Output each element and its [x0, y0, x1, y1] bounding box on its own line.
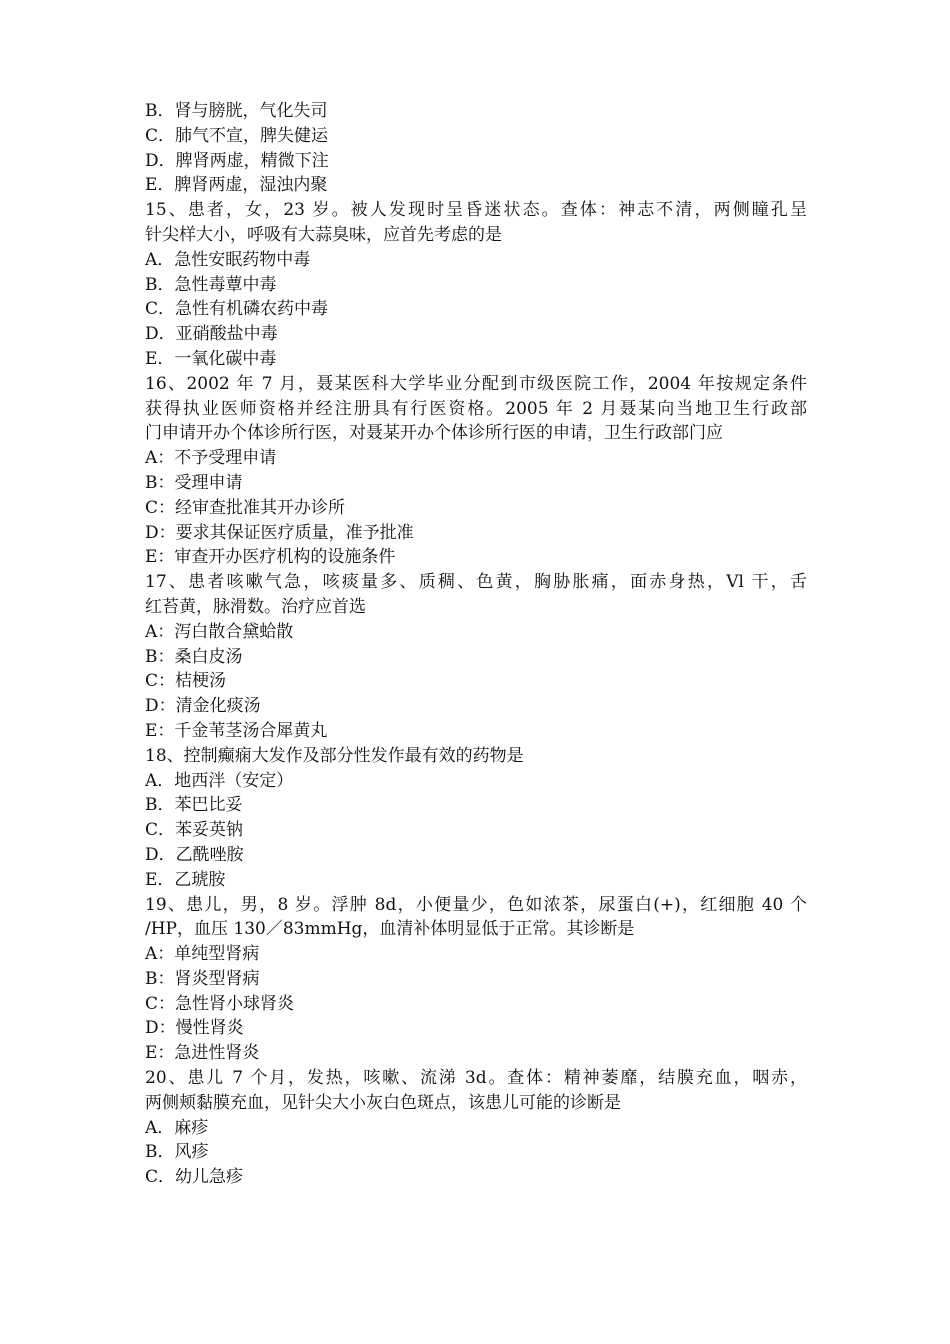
option-line: C．苯妥英钠 [145, 820, 244, 841]
option-line: A．麻疹 [145, 1117, 209, 1138]
option-line: D．乙酰唑胺 [145, 844, 244, 865]
question-19-line-2: /HP，血压 130／83mmHg，血清补体明显低于正常。其诊断是 [145, 919, 635, 940]
question-16-line-2: 获得执业医师资格并经注册具有行医资格。2005 年 2 月聂某向当地卫生行政部 [145, 398, 807, 419]
option-line: E．脾肾两虚，湿浊内聚 [145, 175, 328, 196]
option-line: D：清金化痰汤 [145, 696, 261, 717]
option-line: A：泻白散合黛蛤散 [145, 621, 294, 642]
option-line: A．急性安眠药物中毒 [145, 249, 311, 270]
option-line: C：急性肾小球肾炎 [145, 993, 295, 1014]
question-20-line-2: 两侧颊黏膜充血，见针尖大小灰白色斑点，该患儿可能的诊断是 [145, 1092, 621, 1113]
option-line: C．幼儿急疹 [145, 1167, 244, 1188]
option-line: B．风疹 [145, 1142, 209, 1163]
option-line: A：不予受理申请 [145, 448, 277, 469]
option-line: B：受理申请 [145, 472, 243, 493]
question-17-line-2: 红苔黄，脉滑数。治疗应首选 [145, 596, 366, 617]
option-line: B．急性毒蕈中毒 [145, 274, 277, 295]
option-line: C．急性有机磷农药中毒 [145, 299, 329, 320]
option-line: C：桔梗汤 [145, 671, 227, 692]
option-line: B：桑白皮汤 [145, 646, 243, 667]
option-line: B．肾与膀胱，气化失司 [145, 101, 328, 121]
question-16-line-1: 16、2002 年 7 月，聂某医科大学毕业分配到市级医院工作，2004 年按规定条件 [145, 373, 807, 394]
option-line: A：单纯型肾病 [145, 944, 260, 965]
option-line: D：慢性肾炎 [145, 1018, 244, 1039]
option-line: E．乙琥胺 [145, 869, 226, 890]
question-20-line-1: 20、患儿 7 个月，发热，咳嗽、流涕 3d。查体：精神萎靡，结膜充血，咽赤， [145, 1068, 807, 1089]
option-line: D．脾肾两虚，精微下注 [145, 150, 329, 171]
option-line: E：千金苇茎汤合犀黄丸 [145, 720, 328, 741]
option-line: C．肺气不宣，脾失健运 [145, 125, 329, 146]
option-line: D．亚硝酸盐中毒 [145, 324, 278, 345]
question-18-line-1: 18、控制癫痫大发作及部分性发作最有效的药物是 [145, 745, 524, 766]
question-15-line-2: 针尖样大小，呼吸有大蒜臭味，应首先考虑的是 [145, 224, 502, 245]
question-19-line-1: 19、患儿，男，8 岁。浮肿 8d，小便量少，色如浓茶，尿蛋白(+)，红细胞 40 个 [145, 894, 807, 915]
document-page [145, 99, 807, 1190]
question-16-line-3: 门申请开办个体诊所行医，对聂某开办个体诊所行医的申请，卫生行政部门应 [145, 423, 723, 444]
option-line: B．苯巴比妥 [145, 795, 243, 816]
option-line: C：经审查批准其开办诊所 [145, 497, 346, 518]
option-line: B：肾炎型肾病 [145, 968, 260, 989]
option-line: E：急进性肾炎 [145, 1043, 260, 1064]
option-line: D：要求其保证医疗质量，准予批准 [145, 522, 414, 543]
question-17-line-1: 17、患者咳嗽气急，咳痰量多、质稠、色黄，胸胁胀痛，面赤身热，Vl 干，舌 [145, 572, 807, 593]
option-line: E：审查开办医疗机构的设施条件 [145, 547, 396, 568]
option-line: A．地西泮（安定） [145, 770, 294, 791]
question-15-line-1: 15、患者，女，23 岁。被人发现时呈昏迷状态。查体：神志不清，两侧瞳孔呈 [145, 200, 807, 221]
option-line: E．一氧化碳中毒 [145, 348, 277, 369]
